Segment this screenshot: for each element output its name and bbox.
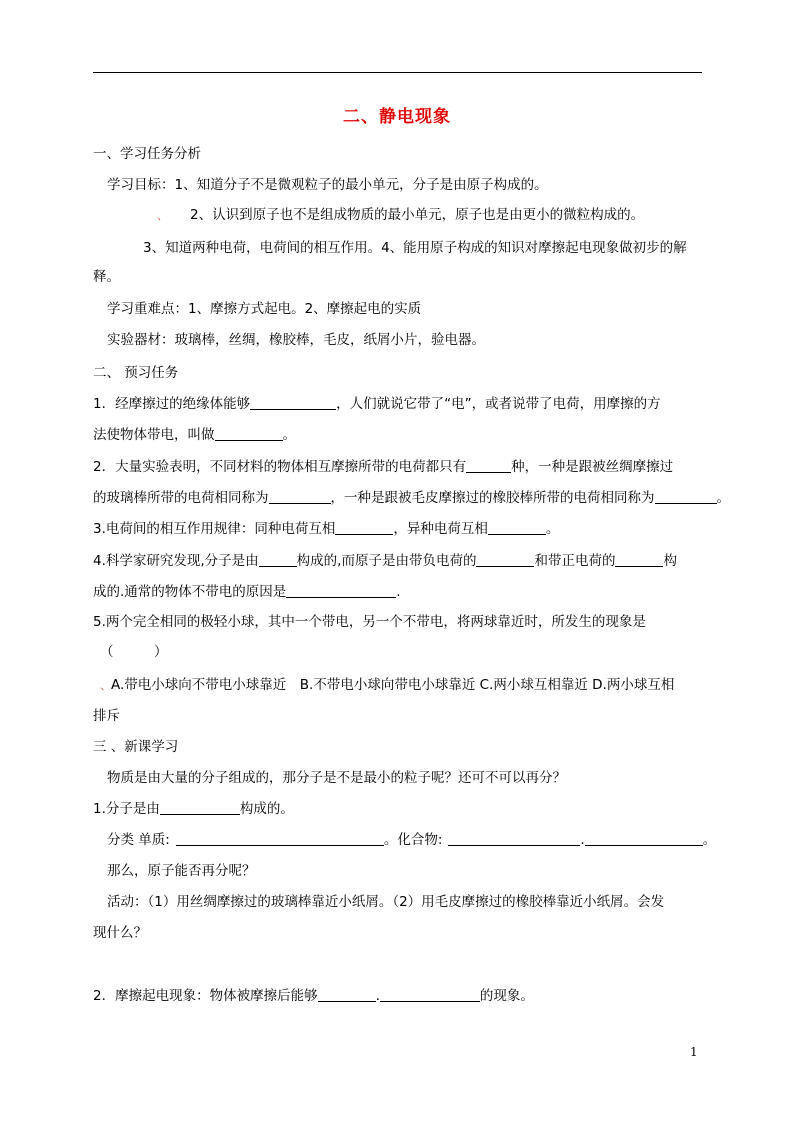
question-5-options: 、A.带电小球向不带电小球靠近 B.不带电小球向带电小球靠近 C.两小球互相靠近 D.两小球互相 (100, 677, 675, 693)
equipment: 实验器材：玻璃棒，丝绸，橡胶棒，毛皮，纸屑小片，验电器。 (107, 332, 485, 348)
stray-mark: 、 (157, 209, 168, 222)
answer-blank (448, 832, 580, 846)
new-lesson-q2: 2．摩擦起电现象：物体被摩擦后能够 . 的现象。 (93, 988, 534, 1004)
question-4-line-2: 成的.通常的物体不带电的原因是 . (93, 584, 401, 600)
answer-blank (488, 521, 546, 535)
answer-blank (585, 832, 703, 846)
question-3: 3.电荷间的相互作用规律：同种电荷互相 ，异种电荷互相 。 (93, 521, 560, 537)
answer-blank (476, 553, 534, 567)
section-heading-preview: 二、 预习任务 (93, 365, 179, 381)
question-2-line-1: 2．大量实验表明，不同材料的物体相互摩擦所带的电荷都只有 种，一种是跟被丝绸摩擦过 (93, 459, 674, 475)
answer-blank (176, 832, 384, 846)
question-4-line-1: 4.科学家研究发现,分子是由 构成的,而原子是由带负电荷的 和带正电荷的 构 (93, 553, 677, 569)
question-5-answer-bracket: （ ） (100, 644, 168, 660)
learning-goals-2-text: 2、认识到原子也不是组成物质的最小单元，原子也是由更小的微粒构成的。 (190, 207, 645, 223)
activity-line-2: 现什么？ (93, 925, 147, 941)
answer-blank (615, 553, 663, 567)
question-1-line-1: 1．经摩擦过的绝缘体能够 ，人们就说它带了“电”，或者说带了电荷，用摩擦的方 (93, 396, 661, 412)
classification-line: 分类 单质: 。化合物: . 。 (107, 832, 717, 848)
answer-blank (259, 553, 297, 567)
answer-blank (250, 396, 336, 410)
question-5-options-cont: 排斥 (93, 708, 120, 724)
question-1-line-2: 法使物体带电，叫做 。 (93, 427, 296, 443)
answer-blank (380, 988, 480, 1002)
answer-blank (318, 988, 376, 1002)
section-heading-task-analysis: 一、学习任务分析 (93, 146, 201, 162)
stray-mark: 、 (100, 679, 111, 692)
new-lesson-intro: 物质是由大量的分子组成的，那分子是不是最小的粒子呢？还可不可以再分？ (107, 770, 566, 786)
new-lesson-q1: 1.分子是由 构成的。 (93, 801, 294, 817)
key-points: 学习重难点：1、摩擦方式起电。2、摩擦起电的实质 (107, 301, 422, 317)
page-title: 二、静电现象 (343, 107, 451, 127)
question-2-line-2: 的玻璃棒所带的电荷相同称为 ，一种是跟被毛皮摩擦过的橡胶棒所带的电荷相同称为 。 (93, 490, 730, 506)
activity-line-1: 活动：（1）用丝绸摩擦过的玻璃棒靠近小纸屑。（2）用毛皮摩擦过的橡胶棒靠近小纸屑。会发 (107, 894, 665, 910)
learning-goals-2 (157, 206, 644, 225)
learning-goals-3-cont: 释。 (93, 269, 120, 285)
answer-blank (655, 490, 717, 504)
answer-blank (269, 490, 331, 504)
section-heading-new-lesson: 三 、新课学习 (93, 739, 179, 755)
answer-blank (160, 801, 240, 815)
answer-blank (335, 521, 393, 535)
question-5-stem: 5.两个完全相同的极轻小球，其中一个带电，另一个不带电，将两球靠近时，所发生的现象是 (93, 614, 646, 630)
header-rule (93, 72, 702, 73)
answer-blank (215, 427, 283, 441)
page-number: 1 (690, 1045, 698, 1059)
learning-goals-3: 3、知道两种电荷，电荷间的相互作用。4、能用原子构成的知识对摩擦起电现象做初步的解 (143, 240, 687, 256)
learning-goals-1: 学习目标：1、知道分子不是微观粒子的最小单元，分子是由原子构成的。 (107, 177, 548, 193)
atom-question: 那么，原子能否再分呢？ (107, 863, 256, 879)
answer-blank (466, 459, 511, 473)
answer-blank (286, 584, 396, 598)
